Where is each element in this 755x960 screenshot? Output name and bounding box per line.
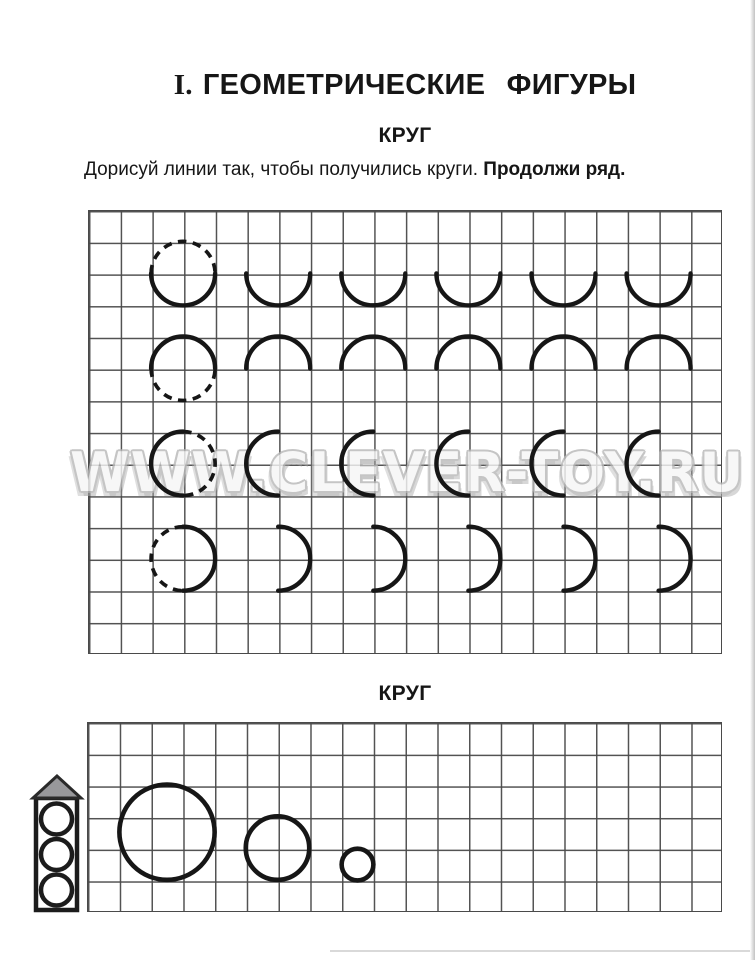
exercise-arc <box>246 337 310 369</box>
exercise-arc <box>627 337 691 369</box>
practice-circle <box>342 849 374 881</box>
exercise-arc <box>532 337 596 369</box>
watermark-text: WWW.CLEVER-TOY.RU <box>70 441 745 504</box>
section-heading-circle-2: КРУГ <box>378 682 432 705</box>
title-numeral: I. <box>173 69 193 101</box>
instruction-bold: Продолжи ряд. <box>483 159 626 180</box>
exercise-arc <box>436 273 500 305</box>
practice-circle <box>246 816 310 880</box>
traffic-light-lamp-middle <box>41 839 72 870</box>
exercise-arc <box>373 527 405 591</box>
instruction-text <box>84 158 625 181</box>
exercise-arc <box>532 273 596 305</box>
exercise-arc <box>532 432 564 496</box>
model-circle-dashed-half <box>151 527 183 591</box>
exercise-arc <box>659 527 691 591</box>
page-edge-shadow <box>750 0 755 960</box>
exercise-arc <box>436 432 468 496</box>
traffic-light-roof <box>33 776 81 798</box>
model-circle-dashed-half <box>151 241 215 273</box>
exercise-arc <box>341 432 373 496</box>
sized-circles-shapes <box>87 722 722 912</box>
model-circle-solid-half <box>183 527 215 591</box>
exercise-arc <box>246 273 310 305</box>
traffic-light-icon <box>29 765 89 915</box>
exercise-arc <box>627 273 691 305</box>
title-text: ГЕОМЕТРИЧЕСКИЕ ФИГУРЫ <box>202 69 637 101</box>
model-circle-solid-half <box>151 273 215 305</box>
traffic-light-lamp-bottom <box>41 875 72 906</box>
page-title <box>55 69 755 102</box>
exercise-arc <box>341 273 405 305</box>
model-circle-solid-half <box>151 432 183 496</box>
exercise-arc <box>468 527 500 591</box>
circle-exercise-shapes <box>88 210 722 654</box>
model-circle-dashed-half <box>151 369 215 401</box>
model-circle-solid-half <box>151 337 215 369</box>
section-heading-circle-1: КРУГ <box>378 124 432 147</box>
exercise-arc <box>564 527 596 591</box>
exercise-arc <box>627 432 659 496</box>
instruction-normal: Дорисуй линии так, чтобы получились круги. <box>84 159 484 180</box>
practice-circle <box>119 785 214 880</box>
exercise-arc <box>341 337 405 369</box>
scan-artifact-line <box>330 950 750 952</box>
exercise-arc <box>246 432 278 496</box>
exercise-arc <box>436 337 500 369</box>
model-circle-dashed-half <box>183 432 215 496</box>
exercise-arc <box>278 527 310 591</box>
traffic-light-lamp-top <box>41 804 72 835</box>
